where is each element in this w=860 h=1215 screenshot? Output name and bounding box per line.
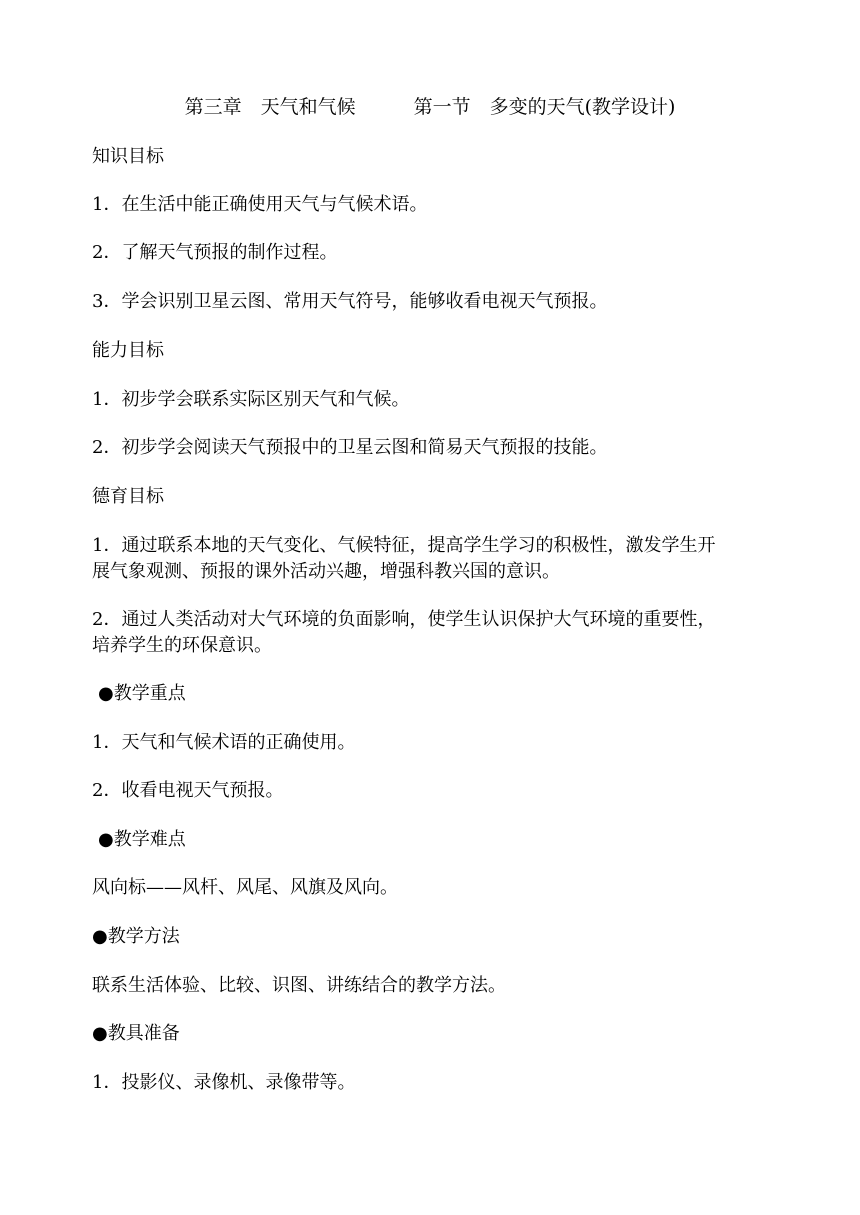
document-title: [0, 92, 860, 122]
heading-moral-goals: 德育目标: [92, 486, 164, 507]
moral-goal-2-line-2: 培养学生的环保意识。: [92, 635, 272, 656]
knowledge-goal-2: 2．了解天气预报的制作过程。: [92, 242, 338, 263]
ability-goal-2: 2．初步学会阅读天气预报中的卫星云图和简易天气预报的技能。: [92, 437, 608, 458]
heading-difficulty: ●教学难点: [98, 829, 186, 850]
section-title: 第一节 多变的天气(教学设计): [413, 96, 676, 118]
moral-goal-1-line-1: 1．通过联系本地的天气变化、气候特征，提高学生学习的积极性，激发学生开: [92, 535, 716, 556]
heading-method: ●教学方法: [92, 926, 180, 947]
chapter-title: 第三章 天气和气候: [184, 96, 356, 118]
tools-1: 1．投影仪、录像机、录像带等。: [92, 1072, 356, 1093]
heading-tools: ●教具准备: [92, 1023, 180, 1044]
heading-knowledge-goals: 知识目标: [92, 146, 164, 167]
key-point-1: 1．天气和气候术语的正确使用。: [92, 732, 356, 753]
knowledge-goal-3: 3．学会识别卫星云图、常用天气符号，能够收看电视天气预报。: [92, 291, 608, 312]
heading-key-points: ●教学重点: [98, 683, 186, 704]
moral-goal-2-line-1: 2．通过人类活动对大气环境的负面影响，使学生认识保护大气环境的重要性，: [92, 609, 716, 630]
difficulty-1: 风向标——风杆、风尾、风旗及风向。: [92, 877, 398, 898]
heading-ability-goals: 能力目标: [92, 340, 164, 361]
ability-goal-1: 1．初步学会联系实际区别天气和气候。: [92, 389, 410, 410]
knowledge-goal-1: 1．在生活中能正确使用天气与气候术语。: [92, 194, 428, 215]
key-point-2: 2．收看电视天气预报。: [92, 780, 284, 801]
method-1: 联系生活体验、比较、识图、讲练结合的教学方法。: [92, 975, 506, 996]
moral-goal-1-line-2: 展气象观测、预报的课外活动兴趣，增强科教兴国的意识。: [92, 561, 560, 582]
